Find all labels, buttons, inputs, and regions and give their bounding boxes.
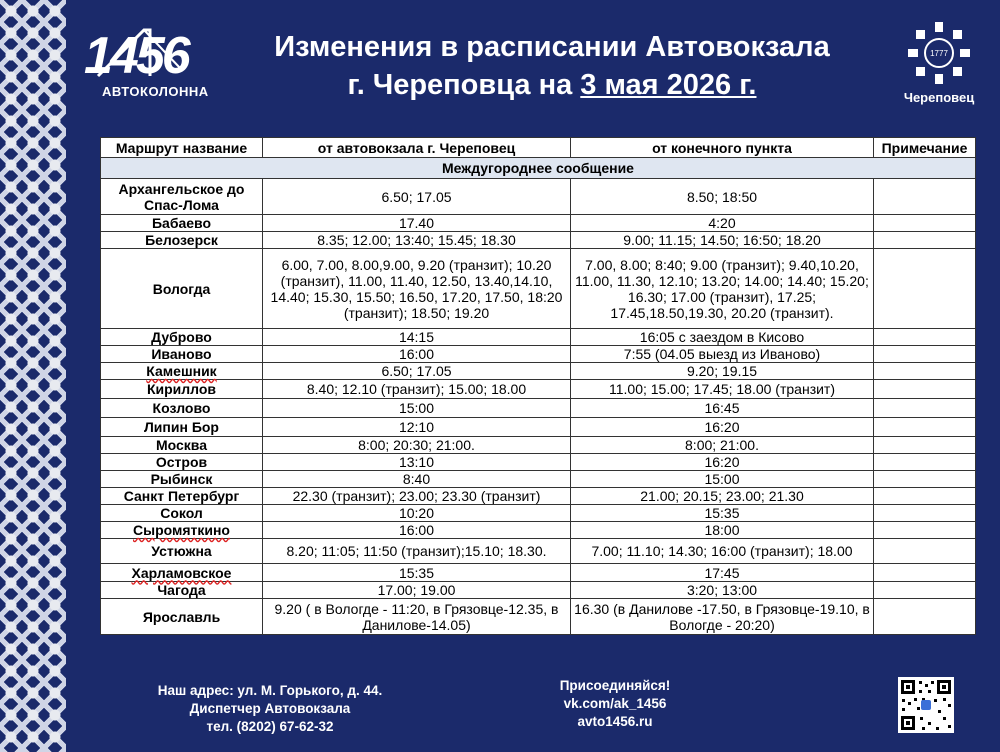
departure-from-terminal: 7:55 (04.05 выезд из Иваново) [571, 346, 874, 363]
table-row [101, 418, 976, 437]
route-name: Чагода [101, 582, 263, 599]
footer-social [520, 677, 710, 731]
departure-from-terminal: 17:45 [571, 564, 874, 582]
route-name: Иваново [101, 346, 263, 363]
route-note [874, 215, 976, 232]
departure-from-terminal: 21.00; 20.15; 23.00; 21.30 [571, 488, 874, 505]
route-name: Белозерск [101, 232, 263, 249]
table-row [101, 179, 976, 215]
table-row [101, 471, 976, 488]
route-note [874, 179, 976, 215]
table-row [101, 215, 976, 232]
table-row [101, 249, 976, 329]
departure-from-terminal: 8:00; 21:00. [571, 437, 874, 454]
route-note [874, 488, 976, 505]
header-note: Примечание [874, 138, 976, 158]
departure-from-station: 8.20; 11:05; 11:50 (транзит);15.10; 18.30. [263, 539, 571, 564]
schedule-table [100, 137, 976, 635]
table-row [101, 522, 976, 539]
departure-from-station: 17.40 [263, 215, 571, 232]
footer-dispatcher: Диспетчер Автовокзала [189, 701, 351, 716]
departure-from-terminal: 16.30 (в Данилове -17.50, в Грязовце-19.10, в Вологде - 20:20) [571, 599, 874, 635]
departure-from-terminal: 15:35 [571, 505, 874, 522]
departure-from-station: 8:40 [263, 471, 571, 488]
route-note [874, 380, 976, 399]
route-name: Архангельское до Спас-Лома [101, 179, 263, 215]
brand-number: 1456 [84, 27, 188, 85]
departure-from-station: 9.20 ( в Вологде - 11:20, в Грязовце-12.35, в Данилове-14.05) [263, 599, 571, 635]
route-name: Козлово [101, 399, 263, 418]
route-note [874, 582, 976, 599]
city-emblem-icon [908, 22, 970, 84]
page-title [232, 28, 872, 104]
table-row [101, 380, 976, 399]
route-note [874, 505, 976, 522]
route-note [874, 437, 976, 454]
departure-from-station: 15:35 [263, 564, 571, 582]
qr-code[interactable] [898, 677, 954, 733]
table-row [101, 539, 976, 564]
table-row [101, 582, 976, 599]
table-row [101, 488, 976, 505]
table-row [101, 346, 976, 363]
departure-from-station: 12:10 [263, 418, 571, 437]
departure-from-station: 6.50; 17.05 [263, 179, 571, 215]
departure-from-terminal: 3:20; 13:00 [571, 582, 874, 599]
section-title: Междугороднее сообщение [101, 158, 976, 179]
route-note [874, 232, 976, 249]
departure-from-station: 8.35; 12.00; 13:40; 15.45; 18.30 [263, 232, 571, 249]
route-note [874, 329, 976, 346]
departure-from-station: 6.50; 17.05 [263, 363, 571, 380]
footer-address: Наш адрес: ул. М. Горького, д. 44. [157, 683, 383, 698]
departure-from-station: 15:00 [263, 399, 571, 418]
departure-from-terminal: 8.50; 18:50 [571, 179, 874, 215]
departure-from-terminal: 16:45 [571, 399, 874, 418]
table-row [101, 232, 976, 249]
departure-from-terminal: 11.00; 15.00; 17.45; 18.00 (транзит) [571, 380, 874, 399]
decorative-pattern [0, 0, 66, 752]
route-note [874, 539, 976, 564]
footer-phone: тел. (8202) 67-62-32 [206, 719, 334, 734]
route-note [874, 249, 976, 329]
qr-code-icon [898, 677, 954, 733]
departure-from-terminal: 16:20 [571, 418, 874, 437]
title-line-2 [232, 66, 872, 104]
route-name: Сокол [101, 505, 263, 522]
route-note [874, 454, 976, 471]
departure-from-station: 13:10 [263, 454, 571, 471]
route-note [874, 522, 976, 539]
brand-name: АВТОКОЛОННА [102, 84, 209, 99]
header-route: Маршрут название [101, 138, 263, 158]
route-name [101, 363, 263, 380]
route-name: Устюжна [101, 539, 263, 564]
departure-from-station: 17.00; 19.00 [263, 582, 571, 599]
table-row [101, 399, 976, 418]
route-name: Ярославль [101, 599, 263, 635]
header-from-station: от автовокзала г. Череповец [263, 138, 571, 158]
departure-from-terminal: 18:00 [571, 522, 874, 539]
table-row [101, 454, 976, 471]
city-logo [894, 22, 984, 114]
route-name-text: Харламовское [131, 564, 232, 581]
footer-contacts [120, 682, 420, 736]
route-note [874, 471, 976, 488]
route-note [874, 399, 976, 418]
route-name: Остров [101, 454, 263, 471]
route-note [874, 363, 976, 380]
route-name [101, 564, 263, 582]
departure-from-station: 16:00 [263, 522, 571, 539]
departure-from-station: 14:15 [263, 329, 571, 346]
footer-site-link[interactable]: avto1456.ru [577, 714, 653, 729]
footer-vk-link[interactable]: vk.com/ak_1456 [563, 696, 667, 711]
table-row [101, 363, 976, 380]
route-name: Бабаево [101, 215, 263, 232]
departure-from-terminal: 7.00, 8.00; 8:40; 9.00 (транзит); 9.40,10.20, 11.00, 11.30, 12.10; 13.20; 14.00; 14.40; 15.20; 16.30; 17.00 (транзит), 17.25; 17.45,18.50,19.30, 20.20 (транзит). [571, 249, 874, 329]
departure-from-terminal: 16:20 [571, 454, 874, 471]
route-name-text: Сыромяткино [133, 522, 230, 538]
route-note [874, 346, 976, 363]
departure-from-station: 8.40; 12.10 (транзит); 15.00; 18.00 [263, 380, 571, 399]
brand-logo [84, 26, 219, 106]
departure-from-terminal: 7.00; 11.10; 14.30; 16:00 (транзит); 18.00 [571, 539, 874, 564]
title-line-1: Изменения в расписании Автовокзала [274, 31, 830, 63]
route-name: Дуброво [101, 329, 263, 346]
route-name [101, 522, 263, 539]
emblem-year: 1777 [930, 49, 948, 58]
table-row [101, 599, 976, 635]
route-note [874, 564, 976, 582]
departure-from-station: 6.00, 7.00, 8.00,9.00, 9.20 (транзит); 10.20 (транзит), 11.00, 11.40, 12.50, 13.40,14.10, 14.40; 15.30, 15.50; 16.50, 17.20, 17.50, 18:20 (транзит); 18.50; 19.20 [263, 249, 571, 329]
city-name: Череповец [903, 90, 975, 105]
route-name: Вологда [101, 249, 263, 329]
departure-from-station: 16:00 [263, 346, 571, 363]
departure-from-station: 22.30 (транзит); 23.00; 23.30 (транзит) [263, 488, 571, 505]
departure-from-station: 10:20 [263, 505, 571, 522]
route-name: Санкт Петербург [101, 488, 263, 505]
route-note [874, 418, 976, 437]
departure-from-terminal: 9.20; 19.15 [571, 363, 874, 380]
table-row [101, 505, 976, 522]
route-name: Рыбинск [101, 471, 263, 488]
route-note [874, 599, 976, 635]
departure-from-terminal: 4:20 [571, 215, 874, 232]
header-from-terminal: от конечного пункта [571, 138, 874, 158]
title-date: 3 мая 2026 г. [580, 69, 757, 101]
route-name: Кириллов [101, 380, 263, 399]
departure-from-station: 8:00; 20:30; 21:00. [263, 437, 571, 454]
table-header-row [101, 138, 976, 158]
footer-join: Присоединяйся! [559, 678, 671, 693]
route-name: Липин Бор [101, 418, 263, 437]
departure-from-terminal: 15:00 [571, 471, 874, 488]
route-name-text: Камешник [146, 363, 217, 379]
title-prefix: г. Череповца на [347, 69, 581, 101]
section-row [101, 158, 976, 179]
route-name: Москва [101, 437, 263, 454]
departure-from-terminal: 16:05 с заездом в Кисово [571, 329, 874, 346]
table-row [101, 329, 976, 346]
table-row [101, 564, 976, 582]
table-row [101, 437, 976, 454]
departure-from-terminal: 9.00; 11.15; 14.50; 16:50; 18.20 [571, 232, 874, 249]
